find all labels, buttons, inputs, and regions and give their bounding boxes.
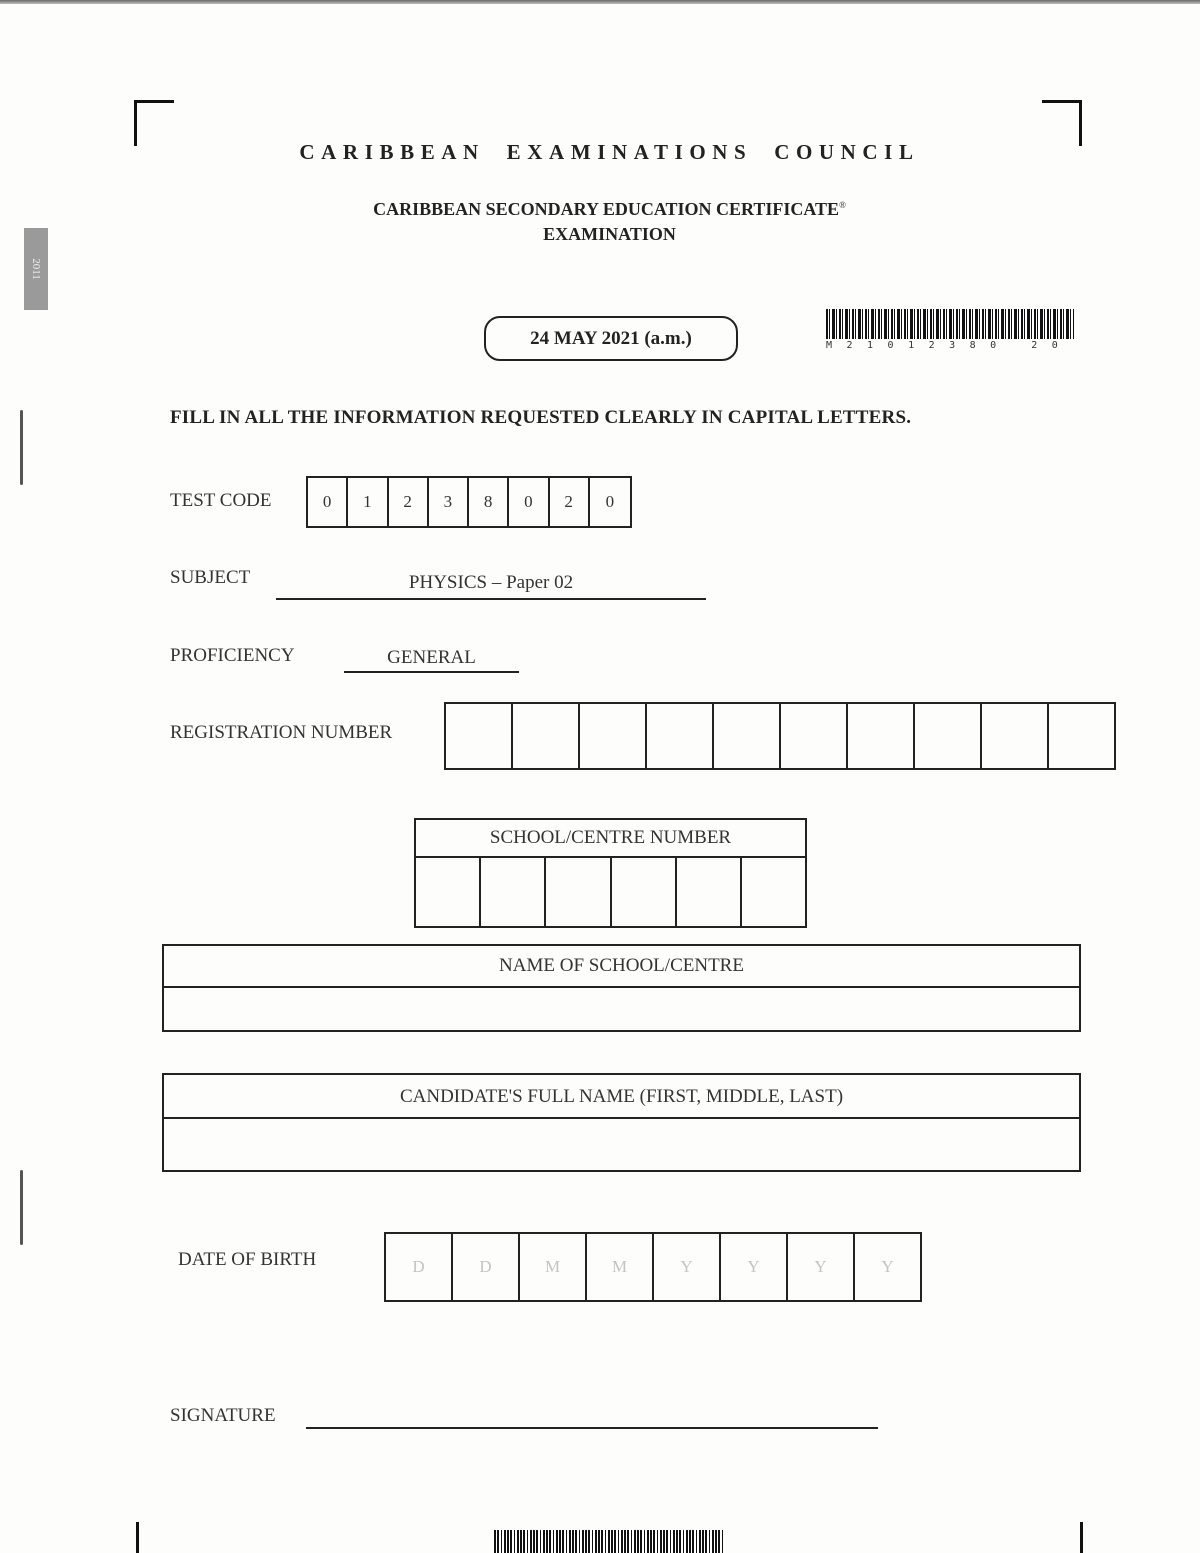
test-code-boxes — [306, 476, 632, 528]
registration-box[interactable] — [647, 704, 714, 768]
registration-box[interactable] — [513, 704, 580, 768]
dob-box-day[interactable]: D — [386, 1234, 453, 1300]
signature-line[interactable] — [306, 1427, 878, 1429]
test-code-digit: 0 — [605, 492, 615, 511]
corner-mark-bottom-right — [1080, 1522, 1083, 1553]
candidate-name-section — [162, 1073, 1081, 1172]
exam-title-line2: EXAMINATION — [543, 224, 676, 244]
dob-box-year[interactable]: Y — [721, 1234, 788, 1300]
test-code-digit: 0 — [509, 478, 549, 526]
dob-label: DATE OF BIRTH — [178, 1249, 317, 1270]
registration-box[interactable] — [915, 704, 982, 768]
registration-box[interactable] — [1049, 704, 1114, 768]
registration-box[interactable] — [714, 704, 781, 768]
test-code-digit: 0 — [308, 478, 348, 526]
school-name-section — [162, 944, 1081, 1032]
signature-label: SIGNATURE — [170, 1405, 276, 1426]
registered-mark: ® — [839, 200, 846, 210]
side-tab: 2011 — [24, 228, 48, 310]
instruction: FILL IN ALL THE INFORMATION REQUESTED CLEARLY IN CAPITAL LETTERS. — [170, 407, 912, 428]
candidate-name-field[interactable] — [164, 1119, 1079, 1170]
dob-box-month[interactable]: M — [587, 1234, 654, 1300]
registration-box[interactable] — [982, 704, 1049, 768]
test-code-digit: 2 — [550, 478, 590, 526]
exam-title-line1: CARIBBEAN SECONDARY EDUCATION CERTIFICATE® — [373, 199, 846, 219]
school-number-box[interactable] — [677, 858, 742, 926]
dob-box-day[interactable]: D — [453, 1234, 520, 1300]
test-code-label: TEST CODE — [170, 490, 272, 511]
test-code-digit: 3 — [429, 478, 469, 526]
registration-box[interactable] — [781, 704, 848, 768]
side-binding-mark — [20, 410, 23, 485]
page-top-edge — [0, 0, 1200, 4]
exam-date: 24 MAY 2021 (a.m.) — [484, 316, 738, 361]
school-number-box[interactable] — [481, 858, 546, 926]
registration-box[interactable] — [580, 704, 647, 768]
registration-number-boxes[interactable] — [444, 702, 1116, 770]
registration-box[interactable] — [848, 704, 915, 768]
school-number-box[interactable] — [416, 858, 481, 926]
proficiency-value: GENERAL — [344, 647, 519, 673]
dob-box-year[interactable]: Y — [881, 1257, 894, 1276]
corner-mark-bottom-left — [136, 1522, 139, 1553]
dob-boxes[interactable] — [384, 1232, 922, 1302]
council-title: CARIBBEAN EXAMINATIONS COUNCIL — [299, 140, 920, 164]
school-name-field[interactable] — [164, 988, 1079, 1030]
candidate-name-label: CANDIDATE'S FULL NAME (FIRST, MIDDLE, LAST) — [164, 1075, 1079, 1119]
dob-box-month[interactable]: M — [520, 1234, 587, 1300]
dob-box-year[interactable]: Y — [654, 1234, 721, 1300]
test-code-digit: 2 — [389, 478, 429, 526]
test-code-digit: 1 — [348, 478, 388, 526]
bottom-barcode — [494, 1530, 724, 1553]
barcode — [826, 309, 1074, 339]
school-number-section — [414, 818, 807, 928]
registration-label: REGISTRATION NUMBER — [170, 722, 393, 743]
school-number-label: SCHOOL/CENTRE NUMBER — [416, 820, 805, 858]
school-number-box[interactable] — [742, 858, 805, 926]
school-number-box[interactable] — [612, 858, 677, 926]
subject-value: PHYSICS – Paper 02 — [276, 572, 706, 600]
barcode-text: M21012380 20 — [826, 340, 1073, 351]
subject-label: SUBJECT — [170, 567, 251, 588]
school-number-box[interactable] — [546, 858, 611, 926]
school-name-label: NAME OF SCHOOL/CENTRE — [164, 946, 1079, 988]
registration-box[interactable] — [446, 704, 513, 768]
side-binding-mark — [20, 1170, 23, 1245]
test-code-digit: 8 — [469, 478, 509, 526]
proficiency-label: PROFICIENCY — [170, 645, 295, 666]
dob-box-year[interactable]: Y — [788, 1234, 855, 1300]
